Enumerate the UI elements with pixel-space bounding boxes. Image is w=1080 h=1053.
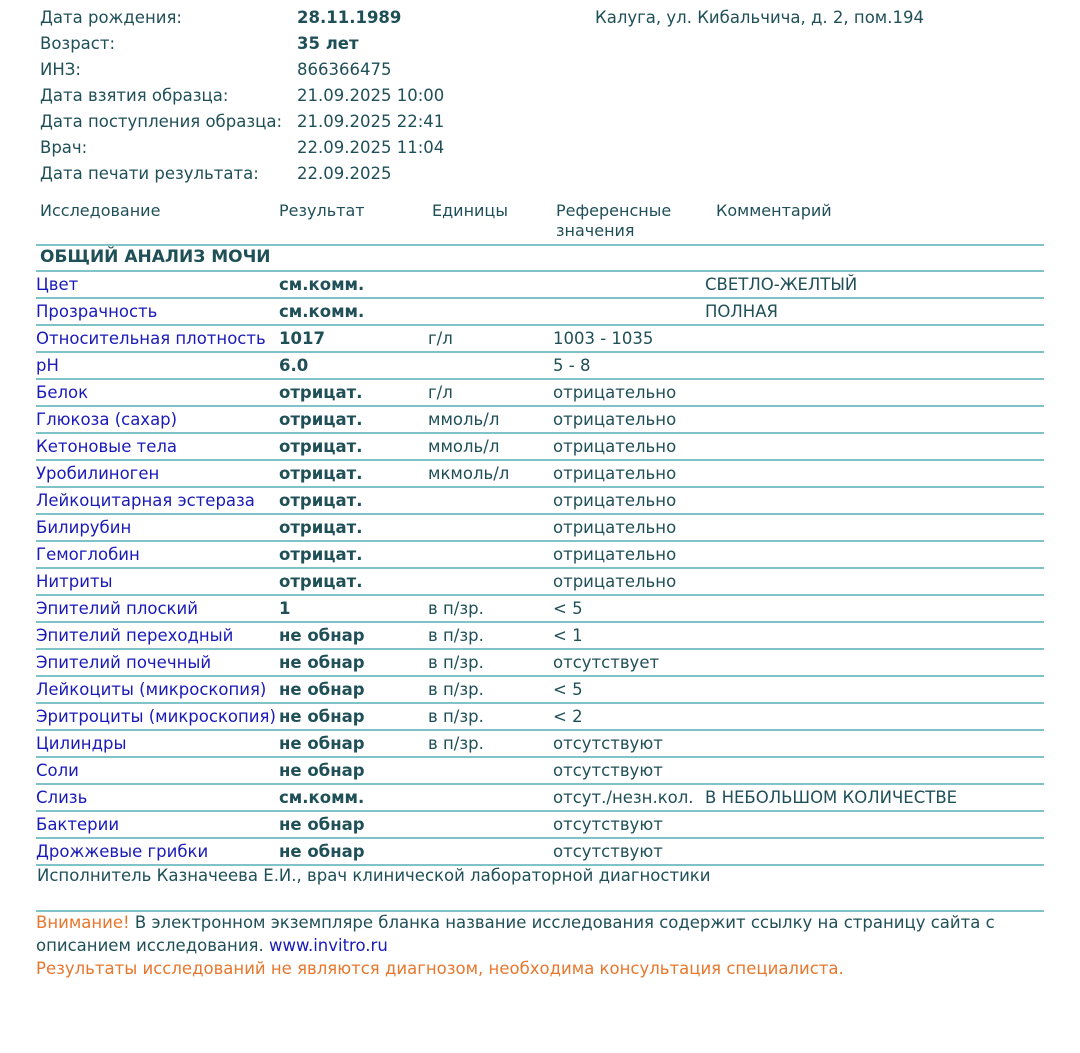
study-name[interactable]: Уробилиноген [36, 464, 160, 483]
table-row [36, 432, 1044, 459]
result-value: отрицат. [279, 464, 363, 483]
units-value: ммоль/л [428, 410, 500, 429]
invitro-link[interactable]: www.invitro.ru [268, 936, 388, 955]
patient-field-value: 22.09.2025 [297, 164, 392, 183]
header-reference [556, 201, 671, 241]
reference-value: 1003 - 1035 [553, 329, 654, 348]
reference-value: отрицательно [553, 572, 677, 591]
notice-disclaimer: Результаты исследований не являются диагнозом, необходима консультация специалиста. [36, 959, 844, 978]
result-value: 6.0 [279, 356, 309, 375]
patient-field-value: 28.11.1989 [297, 8, 402, 27]
patient-field-value: 21.09.2025 22:41 [297, 112, 445, 131]
patient-field-label: Дата поступления образца: [40, 112, 282, 131]
study-name[interactable]: Эпителий плоский [36, 599, 198, 618]
table-row [36, 297, 1044, 324]
header-reference-line2: значения [556, 221, 635, 240]
table-row [36, 783, 1044, 810]
table-row [36, 486, 1044, 513]
table-row [36, 675, 1044, 702]
units-value: в п/зр. [428, 707, 484, 726]
result-value: не обнар [279, 680, 365, 699]
table-row [36, 270, 1044, 297]
units-value: в п/зр. [428, 626, 484, 645]
result-value: отрицат. [279, 491, 363, 510]
study-name[interactable]: pH [36, 356, 59, 375]
reference-value: 5 - 8 [553, 356, 591, 375]
header-study: Исследование [40, 201, 161, 220]
units-value: в п/зр. [428, 680, 484, 699]
table-row [36, 756, 1044, 783]
reference-value: отсутствуют [553, 815, 663, 834]
reference-value: отрицательно [553, 491, 677, 510]
table-row [36, 702, 1044, 729]
result-value: не обнар [279, 815, 365, 834]
result-value: см.комм. [279, 302, 365, 321]
result-value: отрицат. [279, 383, 363, 402]
comment-value: СВЕТЛО-ЖЕЛТЫЙ [705, 275, 858, 294]
table-row [36, 837, 1044, 864]
patient-field-label: Дата рождения: [40, 8, 182, 27]
study-name[interactable]: Лейкоцитарная эстераза [36, 491, 255, 510]
units-value: в п/зр. [428, 653, 484, 672]
study-name[interactable]: Эпителий почечный [36, 653, 212, 672]
units-value: мкмоль/л [428, 464, 510, 483]
table-row [36, 810, 1044, 837]
patient-field-label: Дата взятия образца: [40, 86, 229, 105]
study-name[interactable]: Лейкоциты (микроскопия) [36, 680, 267, 699]
reference-value: отрицательно [553, 518, 677, 537]
notice-text: В электронном экземпляре бланка название исследования содержит ссылку на страницу сайта с описанием исследования. [36, 913, 995, 955]
table-row [36, 351, 1044, 378]
result-value: 1 [279, 599, 291, 618]
units-value: г/л [428, 383, 453, 402]
result-value: отрицат. [279, 437, 363, 456]
table-row [36, 459, 1044, 486]
reference-value: < 2 [553, 707, 583, 726]
reference-value: отсутствуют [553, 842, 663, 861]
reference-value: < 5 [553, 680, 583, 699]
reference-value: < 1 [553, 626, 583, 645]
comment-value: ПОЛНАЯ [705, 302, 778, 321]
table-row [36, 513, 1044, 540]
result-value: 1017 [279, 329, 325, 348]
study-name[interactable]: Соли [36, 761, 79, 780]
units-value: г/л [428, 329, 453, 348]
units-value: в п/зр. [428, 734, 484, 753]
study-name[interactable]: Билирубин [36, 518, 132, 537]
reference-value: отрицательно [553, 437, 677, 456]
patient-field-label: Возраст: [40, 34, 116, 53]
patient-field-value: 35 лет [297, 34, 359, 53]
result-value: отрицат. [279, 572, 363, 591]
study-name[interactable]: Слизь [36, 788, 88, 807]
result-value: см.комм. [279, 275, 365, 294]
reference-value: отрицательно [553, 545, 677, 564]
table-row [36, 540, 1044, 567]
study-name[interactable]: Эпителий переходный [36, 626, 234, 645]
study-name[interactable]: Цвет [36, 275, 79, 294]
header-reference-line1: Референсные [556, 201, 672, 220]
comment-value: В НЕБОЛЬШОМ КОЛИЧЕСТВЕ [705, 788, 958, 807]
header-comment: Комментарий [716, 201, 832, 220]
section-title: ОБЩИЙ АНАЛИЗ МОЧИ [40, 247, 271, 267]
result-value: отрицат. [279, 545, 363, 564]
patient-address: Калуга, ул. Кибальчича, д. 2, пом.194 [595, 8, 924, 27]
study-name[interactable]: Нитриты [36, 572, 113, 591]
table-row [36, 567, 1044, 594]
study-name[interactable]: Гемоглобин [36, 545, 140, 564]
table-row [36, 729, 1044, 756]
executor-line: Исполнитель Казначеева Е.И., врач клинической лабораторной диагностики [37, 866, 711, 885]
units-value: ммоль/л [428, 437, 500, 456]
result-value: не обнар [279, 842, 365, 861]
patient-field-value: 866366475 [297, 60, 392, 79]
study-name[interactable]: Относительная плотность [36, 329, 266, 348]
patient-field-label: Врач: [40, 138, 88, 157]
reference-value: отсутствует [553, 653, 660, 672]
study-name[interactable]: Цилиндры [36, 734, 127, 753]
table-header [40, 201, 1044, 243]
units-value: в п/зр. [428, 599, 484, 618]
reference-value: отрицательно [553, 410, 677, 429]
study-name[interactable]: Бактерии [36, 815, 120, 834]
table-row [36, 405, 1044, 432]
result-value: не обнар [279, 761, 365, 780]
header-result: Результат [279, 201, 365, 220]
result-value: не обнар [279, 707, 365, 726]
table-row [36, 594, 1044, 621]
study-name[interactable]: Белок [36, 383, 89, 402]
patient-field-label: ИНЗ: [40, 60, 81, 79]
table-row [36, 621, 1044, 648]
reference-value: отрицательно [553, 464, 677, 483]
reference-value: отсут./незн.кол. [553, 788, 694, 807]
result-value: см.комм. [279, 788, 365, 807]
study-name[interactable]: Глюкоза (сахар) [36, 410, 178, 429]
result-value: отрицат. [279, 518, 363, 537]
reference-value: отрицательно [553, 383, 677, 402]
notice-block [36, 911, 1046, 980]
result-value: не обнар [279, 734, 365, 753]
result-value: отрицат. [279, 410, 363, 429]
reference-value: отсутствуют [553, 734, 663, 753]
table-row [36, 324, 1044, 351]
reference-value: < 5 [553, 599, 583, 618]
reference-value: отсутствуют [553, 761, 663, 780]
study-name[interactable]: Кетоновые тела [36, 437, 178, 456]
patient-field-value: 22.09.2025 11:04 [297, 138, 445, 157]
study-name[interactable]: Прозрачность [36, 302, 158, 321]
header-units: Единицы [432, 201, 508, 220]
study-name[interactable]: Эритроциты (микроскопия) [36, 707, 276, 726]
study-name[interactable]: Дрожжевые грибки [36, 842, 209, 861]
result-value: не обнар [279, 626, 365, 645]
table-row [36, 378, 1044, 405]
patient-field-label: Дата печати результата: [40, 164, 259, 183]
table-row [36, 648, 1044, 675]
patient-field-value: 21.09.2025 10:00 [297, 86, 445, 105]
notice-attention: Внимание! [36, 913, 130, 932]
result-value: не обнар [279, 653, 365, 672]
